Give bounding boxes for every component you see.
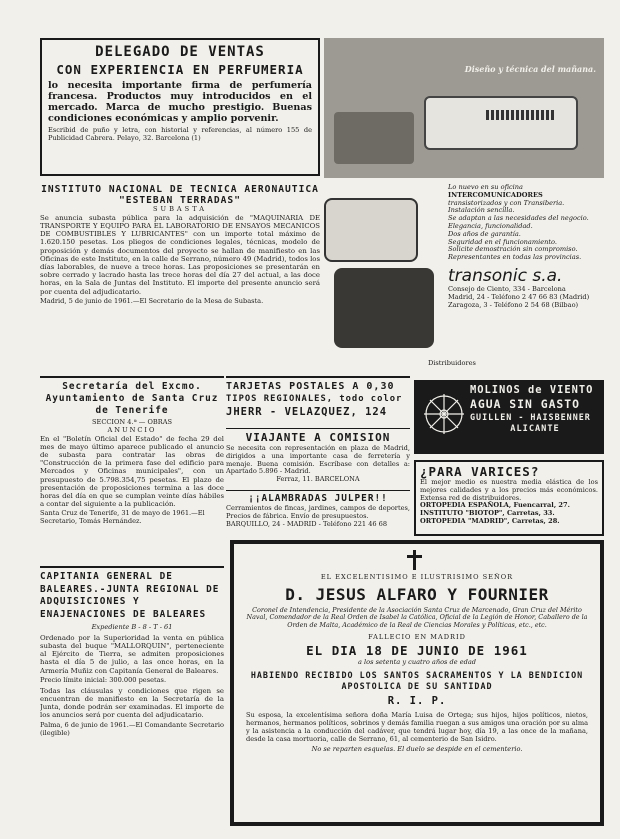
- transonic-brand: transonic s.a.: [448, 265, 563, 286]
- perfumeria-footer: Escribid de puño y letra, con historial y referencias, al número 155 de Publicidad Cabrera. Pelayo, 32. Barcelona (1): [48, 126, 312, 142]
- esquela-footer: No se reparten esquelas. El duelo se despide en el cementerio.: [311, 745, 523, 754]
- tenerife-notice: [40, 376, 224, 562]
- capitania-price: Precio límite inicial: 300.000 pesetas.: [40, 675, 167, 684]
- tenerife-sign: Santa Cruz de Tenerife, 31 de mayo de 1961.—El Secretario, Tomás Hernández.: [40, 509, 205, 526]
- molinos-line4: ALICANTE: [510, 424, 560, 434]
- tenerife-sub2: ANUNCIO: [107, 425, 157, 434]
- capitania-expediente: Expediente B - 8 - T - 61: [91, 623, 173, 631]
- capitania-title: CAPITANIA GENERAL DE BALEARES.-JUNTA REGIONAL DE ADQUISICIONES Y ENAJENACIONES DE BALEARES: [40, 571, 220, 620]
- windmill-icon: [422, 392, 466, 436]
- transonic-text: [448, 184, 602, 309]
- esquela-sacraments: HABIENDO RECIBIDO LOS SANTOS SACRAMENTOS Y LA BENDICION APOSTOLICA DE SU SANTIDAD: [250, 670, 584, 691]
- perfumeria-title: DELEGADO DE VENTAS: [95, 44, 265, 60]
- perfumeria-body: lo necesita importante firma de perfumería francesa. Productos muy introducidos en el mercado. Marca de mucho prestigio. Buenas condiciones económicas y amplio porvenir.: [48, 80, 312, 124]
- molinos-line3: GUILLEN - HAISBENNER: [470, 412, 591, 422]
- alambradas-title: ¡¡ALAMBRADAS JULPER!!: [248, 493, 388, 504]
- transonic-address: Consejo de Ciento, 334 - Barcelona: [448, 284, 566, 293]
- intercom-device-1: [424, 96, 578, 150]
- transonic-line: Seguridad en el funcionamiento.: [448, 237, 557, 246]
- esquela: [230, 540, 604, 826]
- transonic-line: Elegancia, funcionalidad.: [448, 221, 533, 230]
- varices-line: ORTOPEDIA "MADRID", Carretas, 28.: [420, 516, 560, 525]
- esquela-name: D. JESUS ALFARO Y FOURNIER: [285, 584, 549, 604]
- perfumeria-title-2: CON EXPERIENCIA EN PERFUMERIA: [56, 62, 304, 77]
- esquela-fallecio: FALLECIO EN MADRID: [368, 632, 466, 641]
- varices-line: INSTITUTO "BIOTOP", Carretas, 33.: [420, 509, 555, 518]
- transonic-distributors: Distribuidores: [428, 359, 476, 367]
- transonic-intro: Lo nuevo en su oficina: [448, 183, 523, 191]
- capitania-sign: Palma, 6 de junio de 1961.—El Comandante Secretario (ilegible): [40, 721, 224, 738]
- perfumeria-ad: [40, 38, 320, 176]
- transonic-line: Solicite demostración sin compromiso.: [448, 245, 578, 254]
- transonic-address: Madrid, 24 - Teléfono 2 47 66 83 (Madrid): [448, 292, 590, 301]
- tenerife-title: Secretaría del Excmo. Ayuntamiento de Santa Cruz de Tenerife: [45, 381, 219, 416]
- instituto-sign: Madrid, 5 de junio de 1961.—El Secretario de la Mesa de Subasta.: [40, 296, 264, 305]
- tarjetas-title-3: JHERR - VELAZQUEZ, 124: [226, 406, 388, 418]
- esquela-age: a los setenta y cuatro años de edad: [357, 658, 477, 667]
- capitania-body: Ordenado por la Superioridad la venta en pública subasta del buque "MALLORQUIN", perteneciente al Ejército de Tierra, se admiten proposiciones hasta el día 5 de julio, a las once horas, en la Armería Muñiz con Capitanía General de Baleares.: [40, 633, 224, 675]
- capitania-body-2: Todas las cláusulas y condiciones que rigen se encuentran de manifiesto en la Secretaría de la Junta, donde podrán ser examinadas. El importe de los anuncios será por cuenta del adjudicatario.: [40, 686, 224, 720]
- transonic-line: Dos años de garantía.: [448, 229, 521, 238]
- viajante-ad: [226, 428, 410, 490]
- viajante-title: VIAJANTE A COMISION: [245, 431, 391, 444]
- esquela-rip: R. I. P.: [387, 695, 447, 708]
- tarjetas-title-2: TIPOS REGIONALES, todo color: [226, 394, 403, 404]
- esquela-bio: Coronel de Intendencia, Presidente de la Asociación Santa Cruz de Marcenado, Gran Cruz del Mérito Naval, Comendador de la Real Orden de Isabel la Católica, Oficial de la Legión de Honor, Caballero de la Orden de Malta, Académico de la Real de Ciencias Morales y Políticas, etc., etc.: [246, 605, 588, 629]
- molinos-line1: MOLINOS de VIENTO: [470, 384, 594, 396]
- transonic-line: Representantes en todas las provincias.: [448, 253, 582, 262]
- tenerife-sub1: SECCION 4.ª — OBRAS: [91, 418, 172, 426]
- viajante-sign: Ferraz, 11. BARCELONA: [276, 475, 360, 484]
- capitania-notice: [40, 566, 224, 826]
- tarjetas-title: TARJETAS POSTALES A 0,30: [226, 381, 395, 392]
- tenerife-body: En el "Boletín Oficial del Estado" de fecha 29 del mes de mayo último aparece publicado el anuncio de subasta para contratar las obras de "Construcción de la primera fase del edificio para Mercados y Oficinas municipales", con un presupuesto de 5.798.354,75 pesetas. El plazo de presentación de proposiciones termina a las doce horas del día en que se cumplan veinte días hábiles a contar del siguiente a la publicación.: [40, 434, 224, 509]
- esquela-date: EL DIA 18 DE JUNIO DE 1961: [306, 643, 528, 659]
- instituto-sub: SUBASTA: [153, 205, 207, 213]
- transonic-slogan: Diseño y técnica del mañana.: [464, 64, 596, 74]
- instituto-notice: [40, 184, 320, 374]
- varices-line: ORTOPEDIA ESPAÑOLA, Fuencarral, 27.: [420, 501, 570, 510]
- instituto-title: INSTITUTO NACIONAL DE TECNICA AERONAUTICA "ESTEBAN TERRADAS": [41, 184, 319, 206]
- alambradas-ad: [226, 490, 410, 534]
- alambradas-body: Cerramientos de fincas, jardines, campos de deportes, Precios de fábrica. Envío de presupuestos.: [226, 504, 410, 520]
- transonic-line: transistorizados y con Transiberia.: [448, 198, 565, 207]
- transonic-feature: INTERCOMUNICADORES: [448, 190, 543, 199]
- intercom-device-2: [334, 112, 414, 164]
- instituto-body: Se anuncia subasta pública para la adquisición de "MAQUINARIA DE TRANSPORTE Y EQUIPO PARA EL LABORATORIO DE ENSAYOS MECANICOS DE COMBUSTIBLES Y LUBRICANTES" con un importe total máximo de 1.620.150 pesetas. Los pliegos de condiciones legales, técnicas, modelo de proposición y demás documentos del proyecto se hallan de manifiesto en las Oficinas de este Instituto, en la calle de Serrano, número 49 (Madrid), todos los días laborables, de nueve a trece horas. Las proposiciones se presentarán en sobre cerrado y lacrado hasta las trece horas del día 27 del actual, a las doce horas, en la Sala de Juntas del Instituto. El importe del presente anuncio será por cuenta del adjudicatario.: [40, 213, 320, 296]
- tarjetas-ad: [226, 376, 410, 426]
- alambradas-sign: BARQUILLO, 24 - MADRID - Teléfono 221 46 68: [226, 519, 388, 528]
- molinos-line2: AGUA SIN GASTO: [470, 397, 581, 411]
- viajante-body: Se necesita con representación en plaza de Madrid, dirigidos a una importante casa de ferretería y menaje. Buena comisión. Escríbase con detalles a: Apartado 5.896 - Madrid.: [226, 444, 410, 476]
- intercom-photo-top: [324, 38, 604, 178]
- intercom-device-3: [324, 198, 418, 262]
- esquela-body: Su esposa, la excelentísima señora doña María Luisa de Ortega; sus hijos, hijos políticos, nietos, hermanos, hermanos políticos, sobrinos y demás familia ruegan a sus amigos una oración por su alma y la asistencia a la conducción del cadáver, que tendrá lugar hoy, día 19, a las once de la mañana, desde la casa mortuoria, calle de Serrano, 61, al cementerio de San Isidro.: [246, 711, 588, 744]
- molinos-ad: [414, 380, 604, 454]
- intercom-device-4: [334, 268, 434, 348]
- varices-ad: [414, 460, 604, 536]
- transonic-line: Se adaptan a las necesidades del negocio.: [448, 214, 589, 223]
- transonic-ad: [324, 38, 604, 376]
- esquela-header: EL EXCELENTISIMO E ILUSTRISIMO SEÑOR: [320, 573, 514, 581]
- cross-icon: [246, 550, 588, 572]
- varices-title: ¿PARA VARICES?: [420, 464, 540, 479]
- varices-body: El mejor medio es nuestra media elástica de los mejores calidades y a los precios más económicos. Extensa red de distribuidores.: [420, 478, 598, 502]
- transonic-address: Zaragoza, 3 - Teléfono 2 54 68 (Bilbao): [448, 300, 579, 309]
- transonic-line: Instalación sencilla.: [448, 206, 515, 215]
